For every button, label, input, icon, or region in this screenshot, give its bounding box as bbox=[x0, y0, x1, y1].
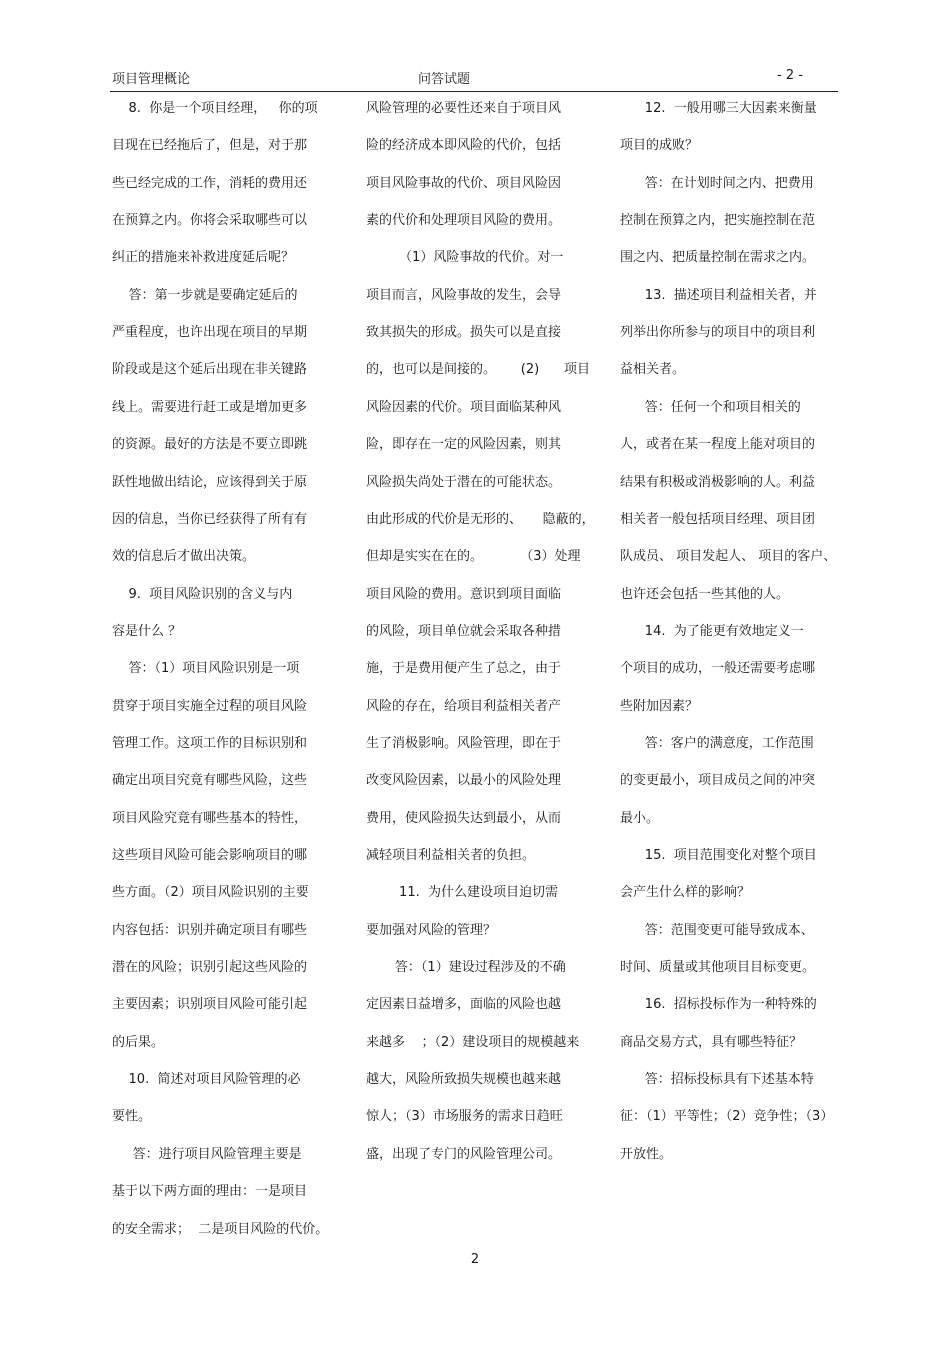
text-line: 潜在的风险；识别引起这些风险的 bbox=[112, 960, 308, 976]
text-line: 队成员、 项目发起人、 项目的客户、 bbox=[620, 549, 837, 565]
text-line: 内容包括：识别并确定项目有哪些 bbox=[112, 922, 308, 938]
text-line: 生了消极影响。风险管理，即在于 bbox=[366, 735, 562, 751]
text-line: 由此形成的代价是无形的、 隐蔽的， bbox=[366, 511, 595, 527]
text-line: 要加强对风险的管理？ bbox=[366, 922, 497, 938]
text-line: 9. 项目风险识别的含义与内 bbox=[112, 586, 293, 602]
text-line: 商品交易方式，具有哪些特征？ bbox=[620, 1034, 803, 1050]
text-line: 风险的存在，给项目利益相关者产 bbox=[366, 698, 562, 714]
text-line: 定因素日益增多，面临的风险也越 bbox=[366, 997, 562, 1013]
text-line: 风险损失尚处于潜在的可能状态。 bbox=[366, 474, 562, 490]
text-line: 答：（1）建设过程涉及的不确 bbox=[366, 960, 566, 976]
text-line: 的资源。最好的方法是不要立即跳 bbox=[112, 437, 308, 453]
text-line: 也许还会包括一些其他的人。 bbox=[620, 586, 790, 602]
text-line: 些附加因素？ bbox=[620, 698, 699, 714]
text-line: 效的信息后才做出决策。 bbox=[112, 549, 256, 565]
text-line: 跃性地做出结论，应该得到关于原 bbox=[112, 474, 308, 490]
text-line: 列举出你所参与的项目中的项目利 bbox=[620, 325, 816, 341]
text-line: 来越多 ；（2）建设项目的规模越来 bbox=[366, 1034, 580, 1050]
text-line: 13. 描述项目利益相关者，并 bbox=[620, 287, 817, 303]
text-line: 容是什么 ？ bbox=[112, 623, 182, 639]
text-line: 答：（1）项目风险识别是一项 bbox=[112, 661, 300, 677]
text-line: 惊人；（3）市场服务的需求日趋旺 bbox=[366, 1109, 563, 1125]
text-line: 答：招标投标具有下述基本特 bbox=[620, 1072, 814, 1088]
header-left-title: 项目管理概论 bbox=[112, 72, 191, 87]
text-line: （1）风险事故的代价。对一 bbox=[366, 250, 564, 266]
text-line: 项目风险的费用。意识到项目面临 bbox=[366, 586, 562, 602]
header-center-title: 问答试题 bbox=[418, 72, 471, 87]
text-line: 15. 项目范围变化对整个项目 bbox=[620, 848, 817, 863]
text-line: 线上。需要进行赶工或是增加更多 bbox=[112, 399, 308, 415]
text-line: 险，即存在一定的风险因素，则其 bbox=[366, 437, 562, 453]
text-line: 施，于是费用便产生了总之，由于 bbox=[366, 661, 562, 677]
text-line: 12. 一般用哪三大因素来衡量 bbox=[620, 101, 817, 116]
text-line: 答：进行项目风险管理主要是 bbox=[112, 1146, 302, 1162]
text-line: 控制在预算之内，把实施控制在范 bbox=[620, 213, 816, 229]
text-line: 这些项目风险可能会影响项目的哪 bbox=[112, 848, 308, 863]
text-line: 项目的成败？ bbox=[620, 138, 699, 154]
text-line: 个项目的成功，一般还需要考虑哪 bbox=[620, 661, 816, 677]
text-line: 基于以下两方面的理由：一是项目 bbox=[112, 1184, 308, 1200]
text-line: 的安全需求； 二是项目风险的代价。 bbox=[112, 1221, 329, 1237]
text-line: 要性。 bbox=[112, 1109, 152, 1125]
text-line: 减轻项目利益相关者的负担。 bbox=[366, 848, 536, 863]
text-line: 开放性。 bbox=[620, 1146, 673, 1162]
text-line: 的风险，项目单位就会采取各种措 bbox=[366, 623, 562, 639]
text-line: 因的信息，当你已经获得了所有有 bbox=[112, 511, 308, 527]
text-line: 费用，使风险损失达到最小，从而 bbox=[366, 810, 562, 826]
text-line: 14. 为了能更有效地定义一 bbox=[620, 623, 804, 639]
footer-page-number: 2 bbox=[470, 1252, 480, 1267]
header-rule bbox=[110, 91, 838, 92]
text-line: 目现在已经拖后了，但是，对于那 bbox=[112, 138, 308, 154]
text-line: 答：任何一个和项目相关的 bbox=[620, 399, 801, 415]
text-line: 10. 简述对项目风险管理的必 bbox=[112, 1072, 301, 1088]
text-line: 项目风险事故的代价、项目风险因 bbox=[366, 175, 562, 191]
text-line: 人，或者在某一程度上能对项目的 bbox=[620, 437, 816, 453]
text-line: 管理工作。这项工作的目标识别和 bbox=[112, 735, 308, 751]
text-line: 风险因素的代价。项目面临某种风 bbox=[366, 399, 562, 415]
text-line: 项目而言，风险事故的发生，会导 bbox=[366, 287, 562, 303]
text-line: 答：第一步就是要确定延后的 bbox=[112, 287, 298, 303]
text-line: 改变风险因素，以最小的风险处理 bbox=[366, 773, 562, 789]
text-line: 纠正的措施来补救进度延后呢？ bbox=[112, 250, 295, 266]
text-line: 16. 招标投标作为一种特殊的 bbox=[620, 997, 817, 1013]
text-line: 围之内、把质量控制在需求之内。 bbox=[620, 250, 816, 266]
text-line: 最小。 bbox=[620, 810, 660, 826]
text-line: 征：（1）平等性；（2）竞争性；（3） bbox=[620, 1109, 834, 1125]
text-line: 越大，风险所致损失规模也越来越 bbox=[366, 1072, 562, 1088]
text-line: 致其损失的形成。损失可以是直接 bbox=[366, 325, 562, 341]
text-line: 答：客户的满意度，工作范围 bbox=[620, 735, 814, 751]
text-line: 严重程度，也许出现在项目的早期 bbox=[112, 325, 308, 341]
text-line: 主要因素；识别项目风险可能引起 bbox=[112, 997, 308, 1013]
text-line: 8. 你是一个项目经理， 你的项 bbox=[112, 101, 318, 116]
text-line: 风险管理的必要性还来自于项目风 bbox=[366, 101, 562, 116]
text-line: 会产生什么样的影响？ bbox=[620, 885, 751, 901]
text-line: 素的代价和处理项目风险的费用。 bbox=[366, 213, 562, 229]
text-line: 答：范围变更可能导致成本、 bbox=[620, 922, 814, 938]
text-line: 阶段或是这个延后出现在非关键路 bbox=[112, 362, 308, 378]
text-line: 些已经完成的工作，消耗的费用还 bbox=[112, 175, 308, 191]
text-line: 在预算之内。你将会采取哪些可以 bbox=[112, 213, 308, 229]
text-line: 的变更最小，项目成员之间的冲突 bbox=[620, 773, 816, 789]
text-line: 相关者一般包括项目经理、项目团 bbox=[620, 511, 816, 527]
text-line: 的后果。 bbox=[112, 1034, 165, 1050]
text-line: 贯穿于项目实施全过程的项目风险 bbox=[112, 698, 308, 714]
text-line: 确定出项目究竟有哪些风险，这些 bbox=[112, 773, 308, 789]
text-line: 答：在计划时间之内、把费用 bbox=[620, 175, 814, 191]
text-line: 11. 为什么建设项目迫切需 bbox=[366, 885, 558, 901]
header-page-label: - 2 - bbox=[777, 68, 803, 83]
text-line: 的，也可以是间接的。 (2) 项目 bbox=[366, 362, 591, 378]
text-line: 项目风险究竟有哪些基本的特性， bbox=[112, 810, 308, 826]
text-line: 但却是实实在在的。 （3）处理 bbox=[366, 549, 581, 565]
text-line: 些方面。（2）项目风险识别的主要 bbox=[112, 885, 309, 901]
text-line: 时间、质量或其他项目目标变更。 bbox=[620, 960, 816, 976]
text-line: 盛，出现了专门的风险管理公司。 bbox=[366, 1146, 562, 1162]
text-line: 险的经济成本即风险的代价，包括 bbox=[366, 138, 562, 154]
text-line: 益相关者。 bbox=[620, 362, 686, 378]
text-line: 结果有积极或消极影响的人。利益 bbox=[620, 474, 816, 490]
